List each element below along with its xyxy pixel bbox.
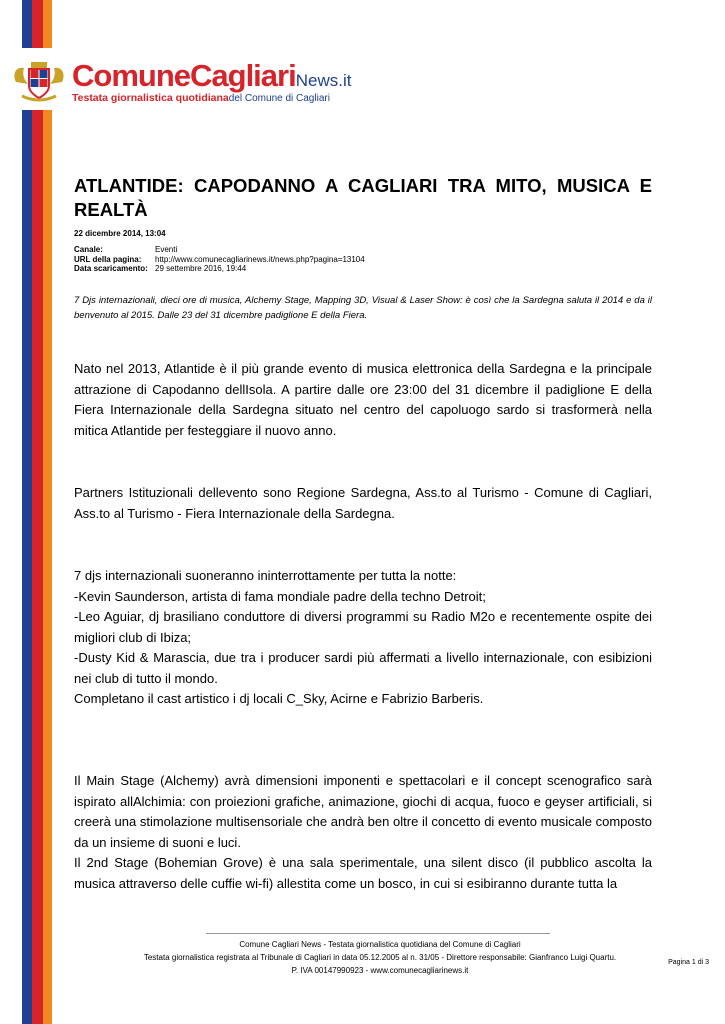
footer-line: Comune Cagliari News - Testata giornalistica quotidiana del Comune di Cagliari [239,940,521,949]
dj-list-item: -Dusty Kid & Marascia, due tra i producer sardi più affermati a livello internazionale, con esibizioni nei club di tutto il mondo. [74,650,652,686]
meta-row-url [74,255,365,265]
main-stage-text: Il Main Stage (Alchemy) avrà dimensioni imponenti e spettacolari e il concept scenografico sarà ispirato allAlchimia: con proiezioni grafiche, animazione, giochi di acqua, fuoco e geyser artificiali, si creerà una stimolazione multisensoriale che andrà ben oltre il concetto di evento musicale composto da un insieme di suoni e luci. [74,773,652,850]
meta-label: URL della pagina: [74,254,142,264]
coat-of-arms-icon [12,60,66,102]
article-date: 22 dicembre 2014, 13:04 [74,229,166,238]
meta-label: Data scaricamento: [74,264,148,273]
brand-suffix: News.it [295,71,352,90]
meta-row-download [74,264,365,274]
footer-divider [206,933,550,934]
second-stage-text: Il 2nd Stage (Bohemian Grove) è una sala sperimentale, una silent disco (il pubblico ascolta la musica attraverso delle cuffie wi-fi) allestita come un bosco, in cui si esibiranno durante tutta la [74,855,652,891]
page-footer [80,938,680,977]
decorative-stripes-side [22,110,60,1024]
article-title: ATLANTIDE: CAPODANNO A CAGLIARI TRA MITO, MUSICA E REALTÀ [74,175,652,220]
djs-intro: 7 djs internazionali suoneranno ininterrottamente per tutta la notte: [74,568,457,583]
meta-value: 29 settembre 2016, 19:44 [155,264,247,273]
page-number: Pagina 1 di 3 [668,959,709,966]
page-url-link[interactable]: http://www.comunecagliarinews.it/news.php?pagina=13104 [155,254,365,264]
meta-label: Canale: [74,245,103,254]
paragraph-djs [74,566,652,710]
decorative-stripes-top [22,0,60,48]
brand-name: ComuneCagliari [72,58,296,93]
footer-line: P. IVA 00147990923 - www.comunecagliarinews.it [291,966,469,975]
article-meta [74,245,365,274]
brand-tagline [72,92,330,104]
tagline-rest: del Comune di Cagliari [228,93,330,104]
tagline-bold: Testata giornalistica quotidiana [72,92,229,104]
paragraph-partners: Partners Istituzionali dellevento sono Regione Sardegna, Ass.to al Turismo - Comune di Cagliari, Ass.to al Turismo - Fiera Internazionale della Sardegna. [74,485,652,521]
meta-row-channel [74,245,365,255]
article-lead: 7 Djs internazionali, dieci ore di musica, Alchemy Stage, Mapping 3D, Visual & Laser Show: è così che la Sardegna saluta il 2014 e da il benvenuto al 2015. Dalle 23 del 31 dicembre padiglione E della Fiera. [74,295,652,321]
djs-closing: Completano il cast artistico i dj locali C_Sky, Acirne e Fabrizio Barberis. [74,691,484,706]
footer-line: Testata giornalistica registrata al Tribunale di Cagliari in data 05.12.2005 al n. 31/05 - Direttore responsabile: Gianfranco Luigi Quartu. [143,953,617,962]
dj-list-item: -Kevin Saunderson, artista di fama mondiale padre della techno Detroit; [74,588,486,604]
paragraph-stages [74,771,652,894]
dj-list-item: -Leo Aguiar, dj brasiliano conduttore di diversi programmi su Radio M2o e recentemente ospite dei migliori club di Ibiza; [74,609,652,645]
paragraph-intro: Nato nel 2013, Atlantide è il più grande evento di musica elettronica della Sardegna e la principale attrazione di Capodanno dellIsola. A partire dalle ore 23:00 del 31 dicembre il padiglione E della Fiera Internazionale della Sardegna situato nel centro del capoluogo sardo si trasformerà nella mitica Atlantide per festeggiare il nuovo anno. [74,361,652,438]
meta-value: Eventi [155,245,178,254]
